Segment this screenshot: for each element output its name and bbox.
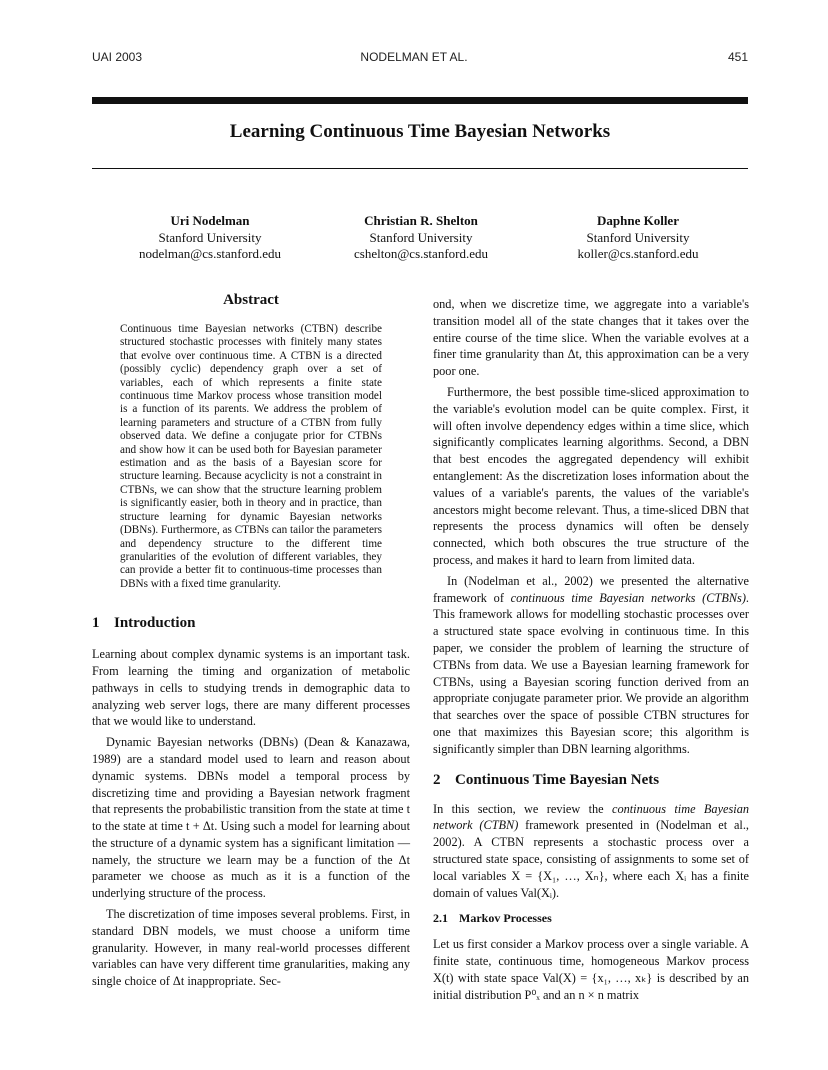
abstract-text: Continuous time Bayesian networks (CTBN) describe structured stochastic processes with finitely many states that evolve over continuous time. A CTBN is a directed (possibly cyclic) dependency graph over a set of variables, each of which represents a finite state continuous time Markov process whose transition model is a function of its parents. We address the problem of learning parameters and structure of a CTBN from fully observed data. We define a conjugate prior for CTBNs and show how it can be used both for Bayesian parameter estimation and as the basis of a Bayesian score for structure learning. Because acyclicity is not a constraint in CTBNs, we can show that the structure learning problem is significantly easier, both in theory and in practice, than structure learning for dynamic Bayesian networks (DBNs). Furthermore, as CTBNs can tailor the parameters and dependency structure to the different time granularities of the evolution of different variables, they can provide a better fit to continuous-time processes than DBNs with a fixed time granularity. [120,323,382,590]
intro-paragraph-2: Dynamic Bayesian networks (DBNs) (Dean & Kanazawa, 1989) are a standard model used to learn and reason about dynamic systems. DBNs model a temporal process by discretizing time and providing a Bayesian network fragment that represents the probabilistic transition from the state at time t to the state at time t + Δt. Using such a model for learning about the structure of a dynamic system has a significant limitation — namely, the structure we learn may be a function of the Δt parameter we choose as much as it is a function of the underlying structure of the process. [92,735,410,901]
emphasized-term: continuous time Bayesian networks (CTBNs) [510,590,746,605]
intro-paragraph-5 [433,573,749,758]
author-affiliation: Stanford University [158,229,262,245]
ctbn-paragraph-1 [433,801,749,902]
author-name: Uri Nodelman [170,213,250,228]
text-run: framework presented in (Nodelman et al., 2002). A CTBN represents a stochastic process over a structured state space, consisting of assignments to some set of local variables X = {X₁, …, Xₙ}, where each Xᵢ has a finite domain of values Val(Xᵢ). [433,818,749,900]
section-number: 1 [92,615,100,632]
author-name: Christian R. Shelton [364,213,478,228]
title-rule [92,168,748,169]
running-header-left: UAI 2003 [92,50,143,64]
author-email: cshelton@cs.stanford.edu [354,246,488,261]
author-block [321,213,521,263]
subsection-number: 2.1 [433,911,448,926]
intro-paragraph-3-continued: ond, when we discretize time, we aggregate into a variable's transition model all of the state changes that it takes over the entire course of the time slice. When the variable evolves at a finer time granularity than Δt, this approximation can be a very poor one. [433,297,749,379]
author-email: koller@cs.stanford.edu [577,246,699,261]
author-block [110,213,310,263]
author-affiliation: Stanford University [369,229,473,245]
author-block [538,213,738,263]
section-number: 2 [433,771,441,788]
right-column [433,296,749,1003]
top-rule [92,97,748,104]
page-number: 451 [727,50,748,64]
abstract-heading: Abstract [223,292,279,308]
intro-paragraph-4: Furthermore, the best possible time-sliced approximation to the variable's evolution model can be quite complex. First, it will often involve dependency edges within a time slice, which significantly complicates learning algorithms. Second, a DBN that best encodes the aggregated dependency will exhibit entanglement: As the discretization loses information about the values of a variable's parents, the values of the variable's ancestors might become relevant. Thus, a time-sliced DBN that represents the process dynamics will often be densely connected, which both obscures the true structure of the process, and makes it hard to learn from limited data. [433,384,749,567]
intro-paragraph-1: Learning about complex dynamic systems is an important task. From learning the timing and organization of metabolic pathways in cells to studying trends in demographic data to analyzing web server logs, there are many different processes that we would like to understand. [92,647,410,729]
subsection-heading-markov [433,911,749,926]
author-affiliation: Stanford University [586,229,690,245]
text-run: In (Nodelman et al., 2002) we presented the alternative framework of [433,573,749,605]
text-run: . This framework allows for modelling stochastic processes over a structured state space evolving in continuous time. In this paper, we consider the problem of learning the structure of CTBNs from data. We use a Bayesian learning framework for CTBNs, using a Bayesian scoring function derived from an appropriate conjugate parameter prior. We provide an algorithm that searches over the space of possible CTBN structures for one that maximizes this Bayesian score; this algorithm is significantly simpler than DBN learning algorithms. [433,590,749,756]
markov-paragraph-1: Let us first consider a Markov process over a single variable. A finite state, continuous time, homogeneous Markov process X(t) with state space Val(X) = {x₁, …, xₖ} is described by an initial distribution P⁰ₓ and an n × n matrix [433,937,749,1002]
author-email: nodelman@cs.stanford.edu [139,246,281,261]
section-heading-introduction [92,615,410,632]
section-heading-ctbn [433,772,749,789]
author-name: Daphne Koller [597,213,679,228]
section-title: Introduction [114,615,196,632]
subsection-title: Markov Processes [459,911,552,926]
running-header-center: NODELMAN ET AL. [360,50,468,64]
section-title: Continuous Time Bayesian Nets [455,771,660,788]
intro-paragraph-3: The discretization of time imposes several problems. First, in standard DBN models, we must choose a uniform time granularity. However, in many real-world processes different variables can have very different time granularities, making any single choice of Δt inappropriate. Sec- [92,907,410,989]
left-column [92,292,410,990]
paper-title: Learning Continuous Time Bayesian Networks [229,121,611,142]
text-run: In this section, we review the [433,801,613,816]
emphasized-term: continuous time Bayesian network (CTBN) [433,801,749,833]
